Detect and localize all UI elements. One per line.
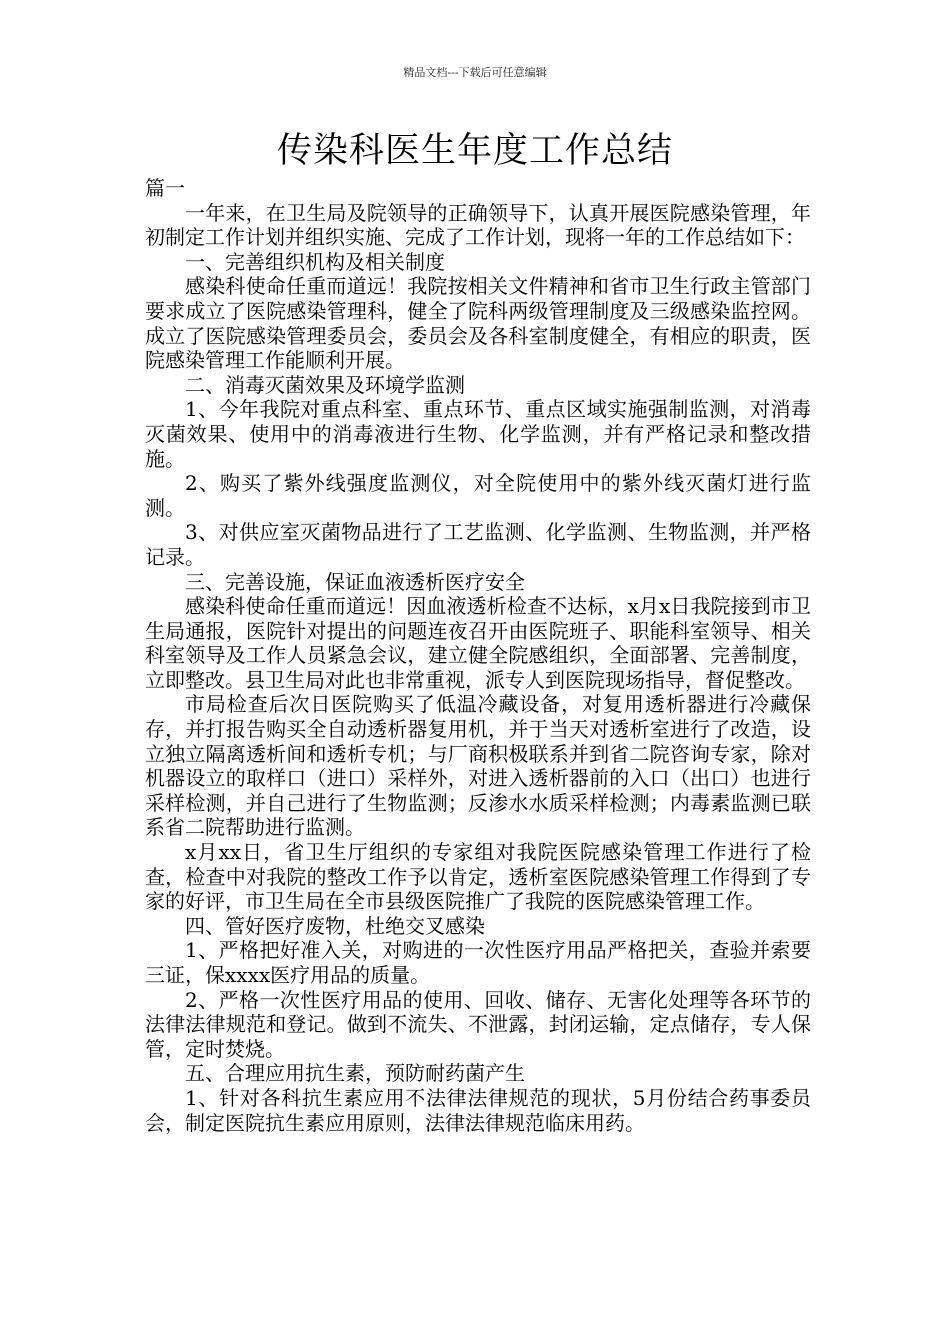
document-body [145, 176, 811, 1135]
document-title: 传染科医生年度工作总结 [276, 131, 673, 171]
paragraph: 感染科使命任重而道远！因血液透析检查不达标，x月x日我院接到市卫生局通报，医院针对提出的问题连夜召开由医院班子、职能科室领导、相关科室领导及工作人员紧急会议，建立健全院感组织，全面部署、完善制度，立即整改。县卫生局对此也非常重视，派专人到医院现场指导，督促整改。 [145, 594, 811, 692]
header-note: 精品文档---下载后可任意编辑 [403, 66, 547, 79]
paragraph: 2、严格一次性医疗用品的使用、回收、储存、无害化处理等各环节的法律法律规范和登记。做到不流失、不泄露，封闭运输，定点储存，专人保管，定时焚烧。 [145, 987, 811, 1061]
paragraph: 1、严格把好准入关，对购进的一次性医疗用品严格把关，查验并索要三证，保xxxx医疗用品的质量。 [145, 938, 811, 987]
paragraph-intro: 一年来，在卫生局及院领导的正确领导下，认真开展医院感染管理，年初制定工作计划并组织实施、完成了工作计划，现将一年的工作总结如下： [145, 200, 811, 250]
heading-4: 四、管好医疗废物，杜绝交叉感染 [185, 913, 485, 938]
paragraph: 1、今年我院对重点科室、重点环节、重点区域实施强制监测，对消毒灭菌效果、使用中的消毒液进行生物、化学监测，并有严格记录和整改措施。 [145, 397, 811, 471]
paragraph: 市局检查后次日医院购买了低温冷藏设备，对复用透析器进行冷藏保存，并打报告购买全自动透析器复用机，并于当天对透析室进行了改造，设立独立隔离透析间和透析专机；与厂商积极联系并到省二院咨询专家，除对机器设立的取样口（进口）采样外，对进入透析器前的入口（出口）也进行采样检测，并自己进行了生物监测；反渗水水质采样检测；内毒素监测已联系省二院帮助进行监测。 [145, 692, 811, 840]
paragraph: 1、针对各科抗生素应用不法律法律规范的现状，5月份结合药事委员会，制定医院抗生素应用原则，法律法律规范临床用药。 [145, 1085, 811, 1135]
paragraph: x月xx日，省卫生厅组织的专家组对我院医院感染管理工作进行了检查，检查中对我院的整改工作予以肯定，透析室医院感染管理工作得到了专家的好评，市卫生局在全市县级医院推广了我院的医院感染管理工作。 [145, 840, 811, 914]
paragraph: 3、对供应室灭菌物品进行了工艺监测、化学监测、生物监测，并严格记录。 [145, 520, 811, 569]
heading-5: 五、合理应用抗生素，预防耐药菌产生 [185, 1061, 525, 1086]
heading-3: 三、完善设施，保证血液透析医疗安全 [185, 569, 525, 594]
heading-1: 一、完善组织机构及相关制度 [185, 249, 445, 274]
heading-2: 二、消毒灭菌效果及环境学监测 [185, 372, 465, 397]
paragraph: 2、购买了紫外线强度监测仪，对全院使用中的紫外线灭菌灯进行监测。 [145, 471, 811, 520]
paragraph: 感染科使命任重而道远！我院按相关文件精神和省市卫生行政主管部门要求成立了医院感染管理科，健全了院科两级管理制度及三级感染监控网。成立了医院感染管理委员会，委员会及各科室制度健全，有相应的职责，医院感染管理工作能顺利开展。 [145, 274, 811, 373]
section-label: 篇一 [145, 176, 185, 200]
